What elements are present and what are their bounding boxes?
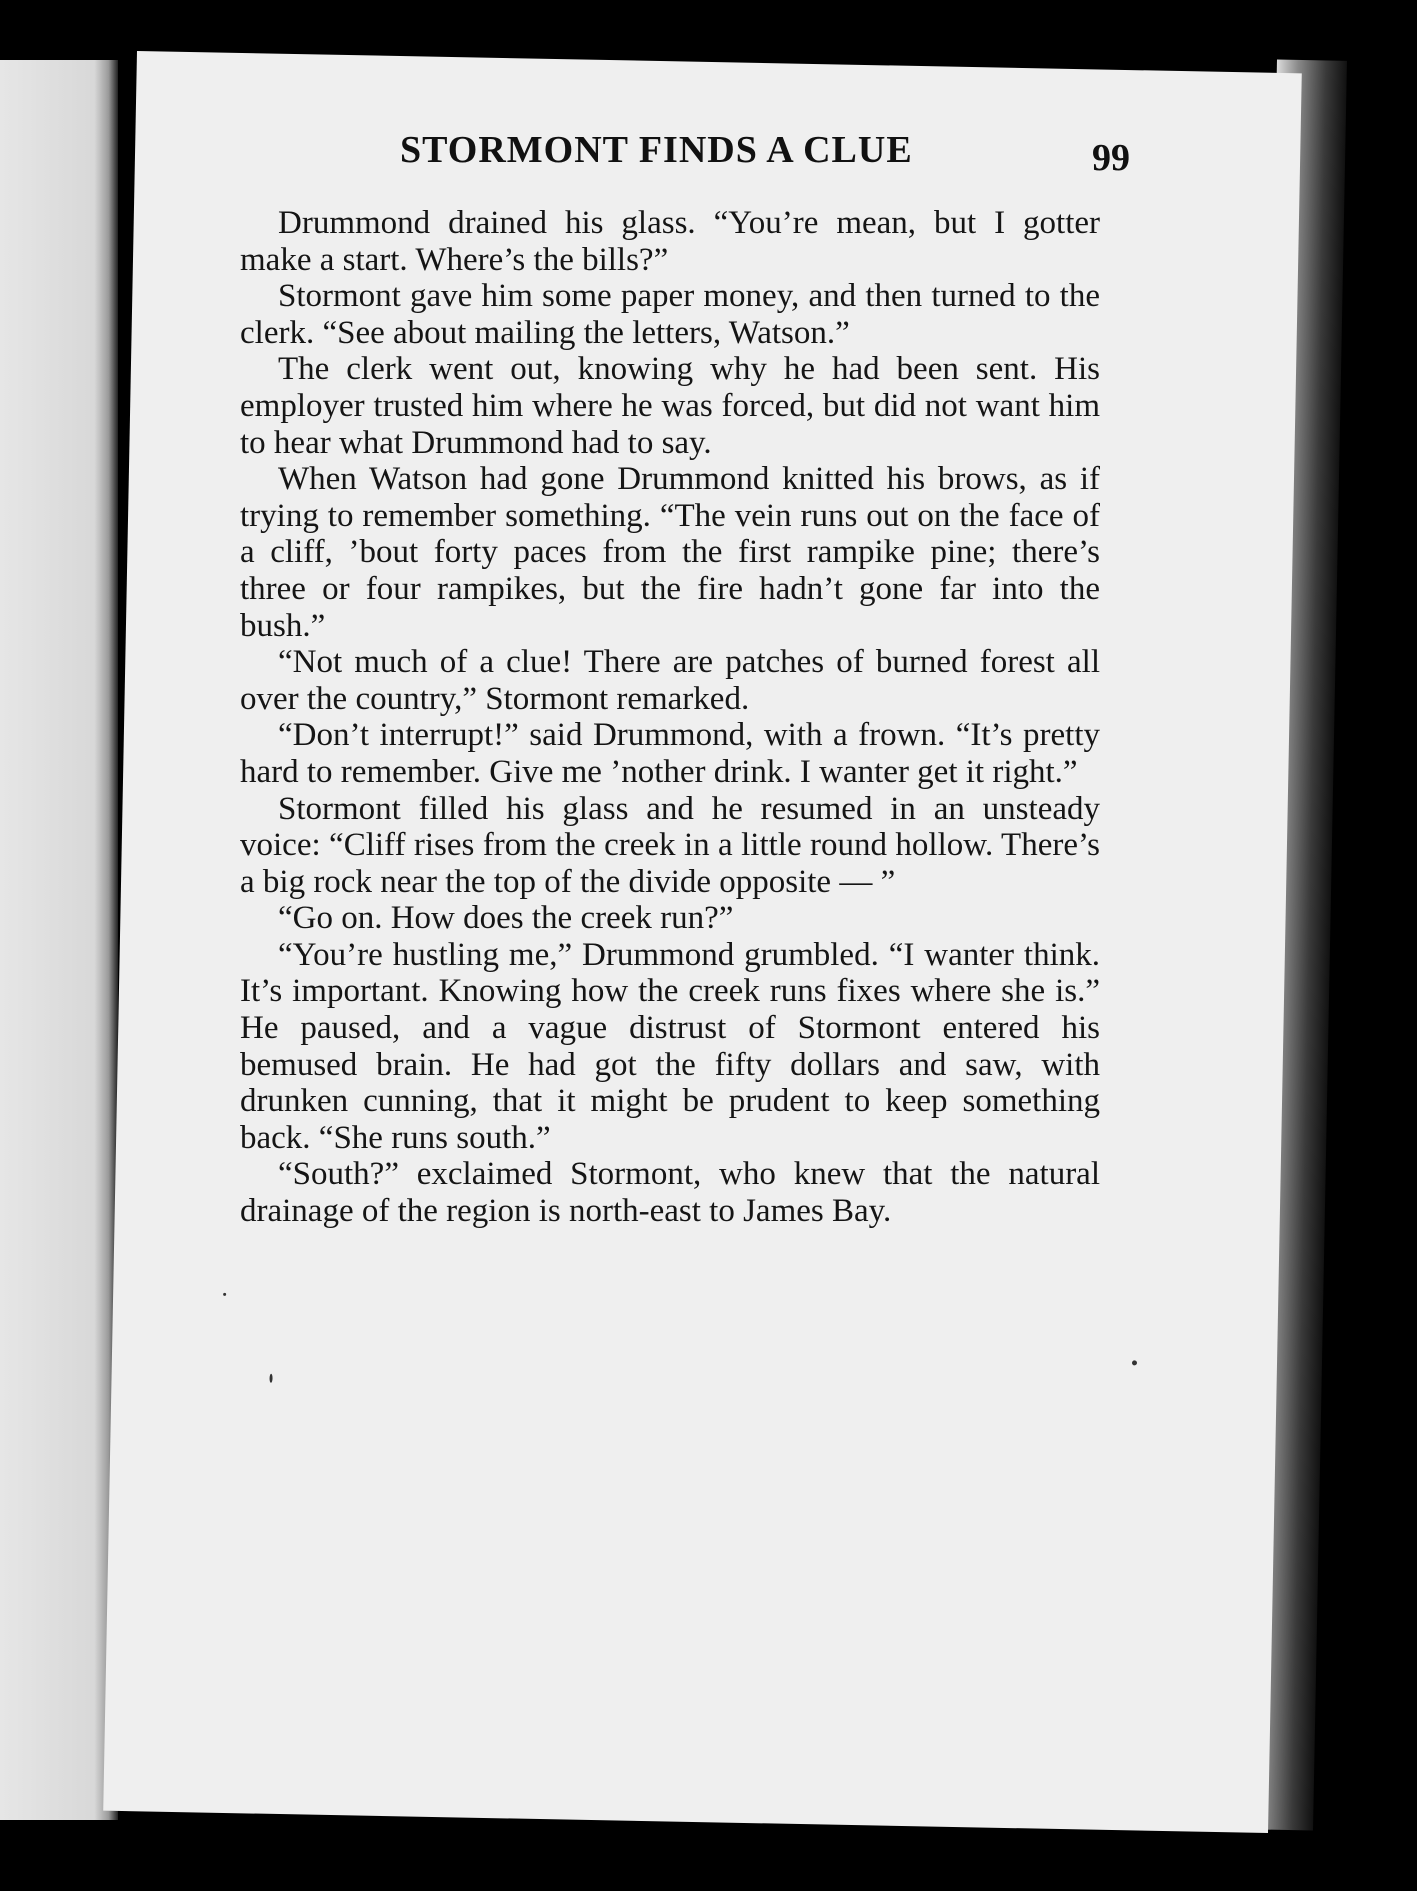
- page-number: 99: [1092, 137, 1130, 179]
- paragraph: Stormont gave him some paper money, and then turned to the clerk. “See about mailing the letters, Watson.”: [240, 278, 1100, 351]
- paragraph: “Don’t interrupt!” said Drummond, with a frown. “It’s pretty hard to remember. Give me ’nother drink. I wanter get it right.”: [240, 717, 1100, 790]
- paragraph: Stormont filled his glass and he resumed in an unsteady voice: “Cliff rises from the creek in a little round hollow. There’s a big rock near the top of the divide opposite — ”: [240, 790, 1100, 900]
- paragraph: “Go on. How does the creek run?”: [278, 900, 734, 937]
- paper-specks: [137, 51, 1302, 73]
- paragraph: “Not much of a clue! There are patches of burned forest all over the country,” Stormont remarked.: [240, 644, 1100, 717]
- paragraph: When Watson had gone Drummond knitted his brows, as if trying to remember something. “The vein runs out on the face of a cliff, ’bout forty paces from the first rampike pine; there’s three or four rampikes, but the fire hadn’t gone far into the bush.”: [240, 461, 1100, 644]
- facing-page-edge: [0, 60, 118, 1820]
- paragraph: The clerk went out, knowing why he had been sent. His employer trusted him where he was forced, but did not want him to hear what Drummond had to say.: [240, 351, 1100, 461]
- paragraph: “You’re hustling me,” Drummond grumbled. “I wanter think. It’s important. Knowing how the creek runs fixes where she is.” He paused, and a vague distrust of Stormont entered his bemused brain. He had got the fifty dollars and saw, with drunken cunning, that it might be prudent to keep something back. “She runs south.”: [240, 936, 1100, 1156]
- body-text: [240, 205, 1100, 1230]
- running-header: [270, 128, 1130, 188]
- paragraph: “South?” exclaimed Stormont, who knew that the natural drainage of the region is north-east to James Bay.: [240, 1156, 1100, 1230]
- paragraph: Drummond drained his glass. “You’re mean, but I gotter make a start. Where’s the bills?”: [240, 205, 1100, 278]
- running-title: STORMONT FINDS A CLUE: [400, 129, 913, 171]
